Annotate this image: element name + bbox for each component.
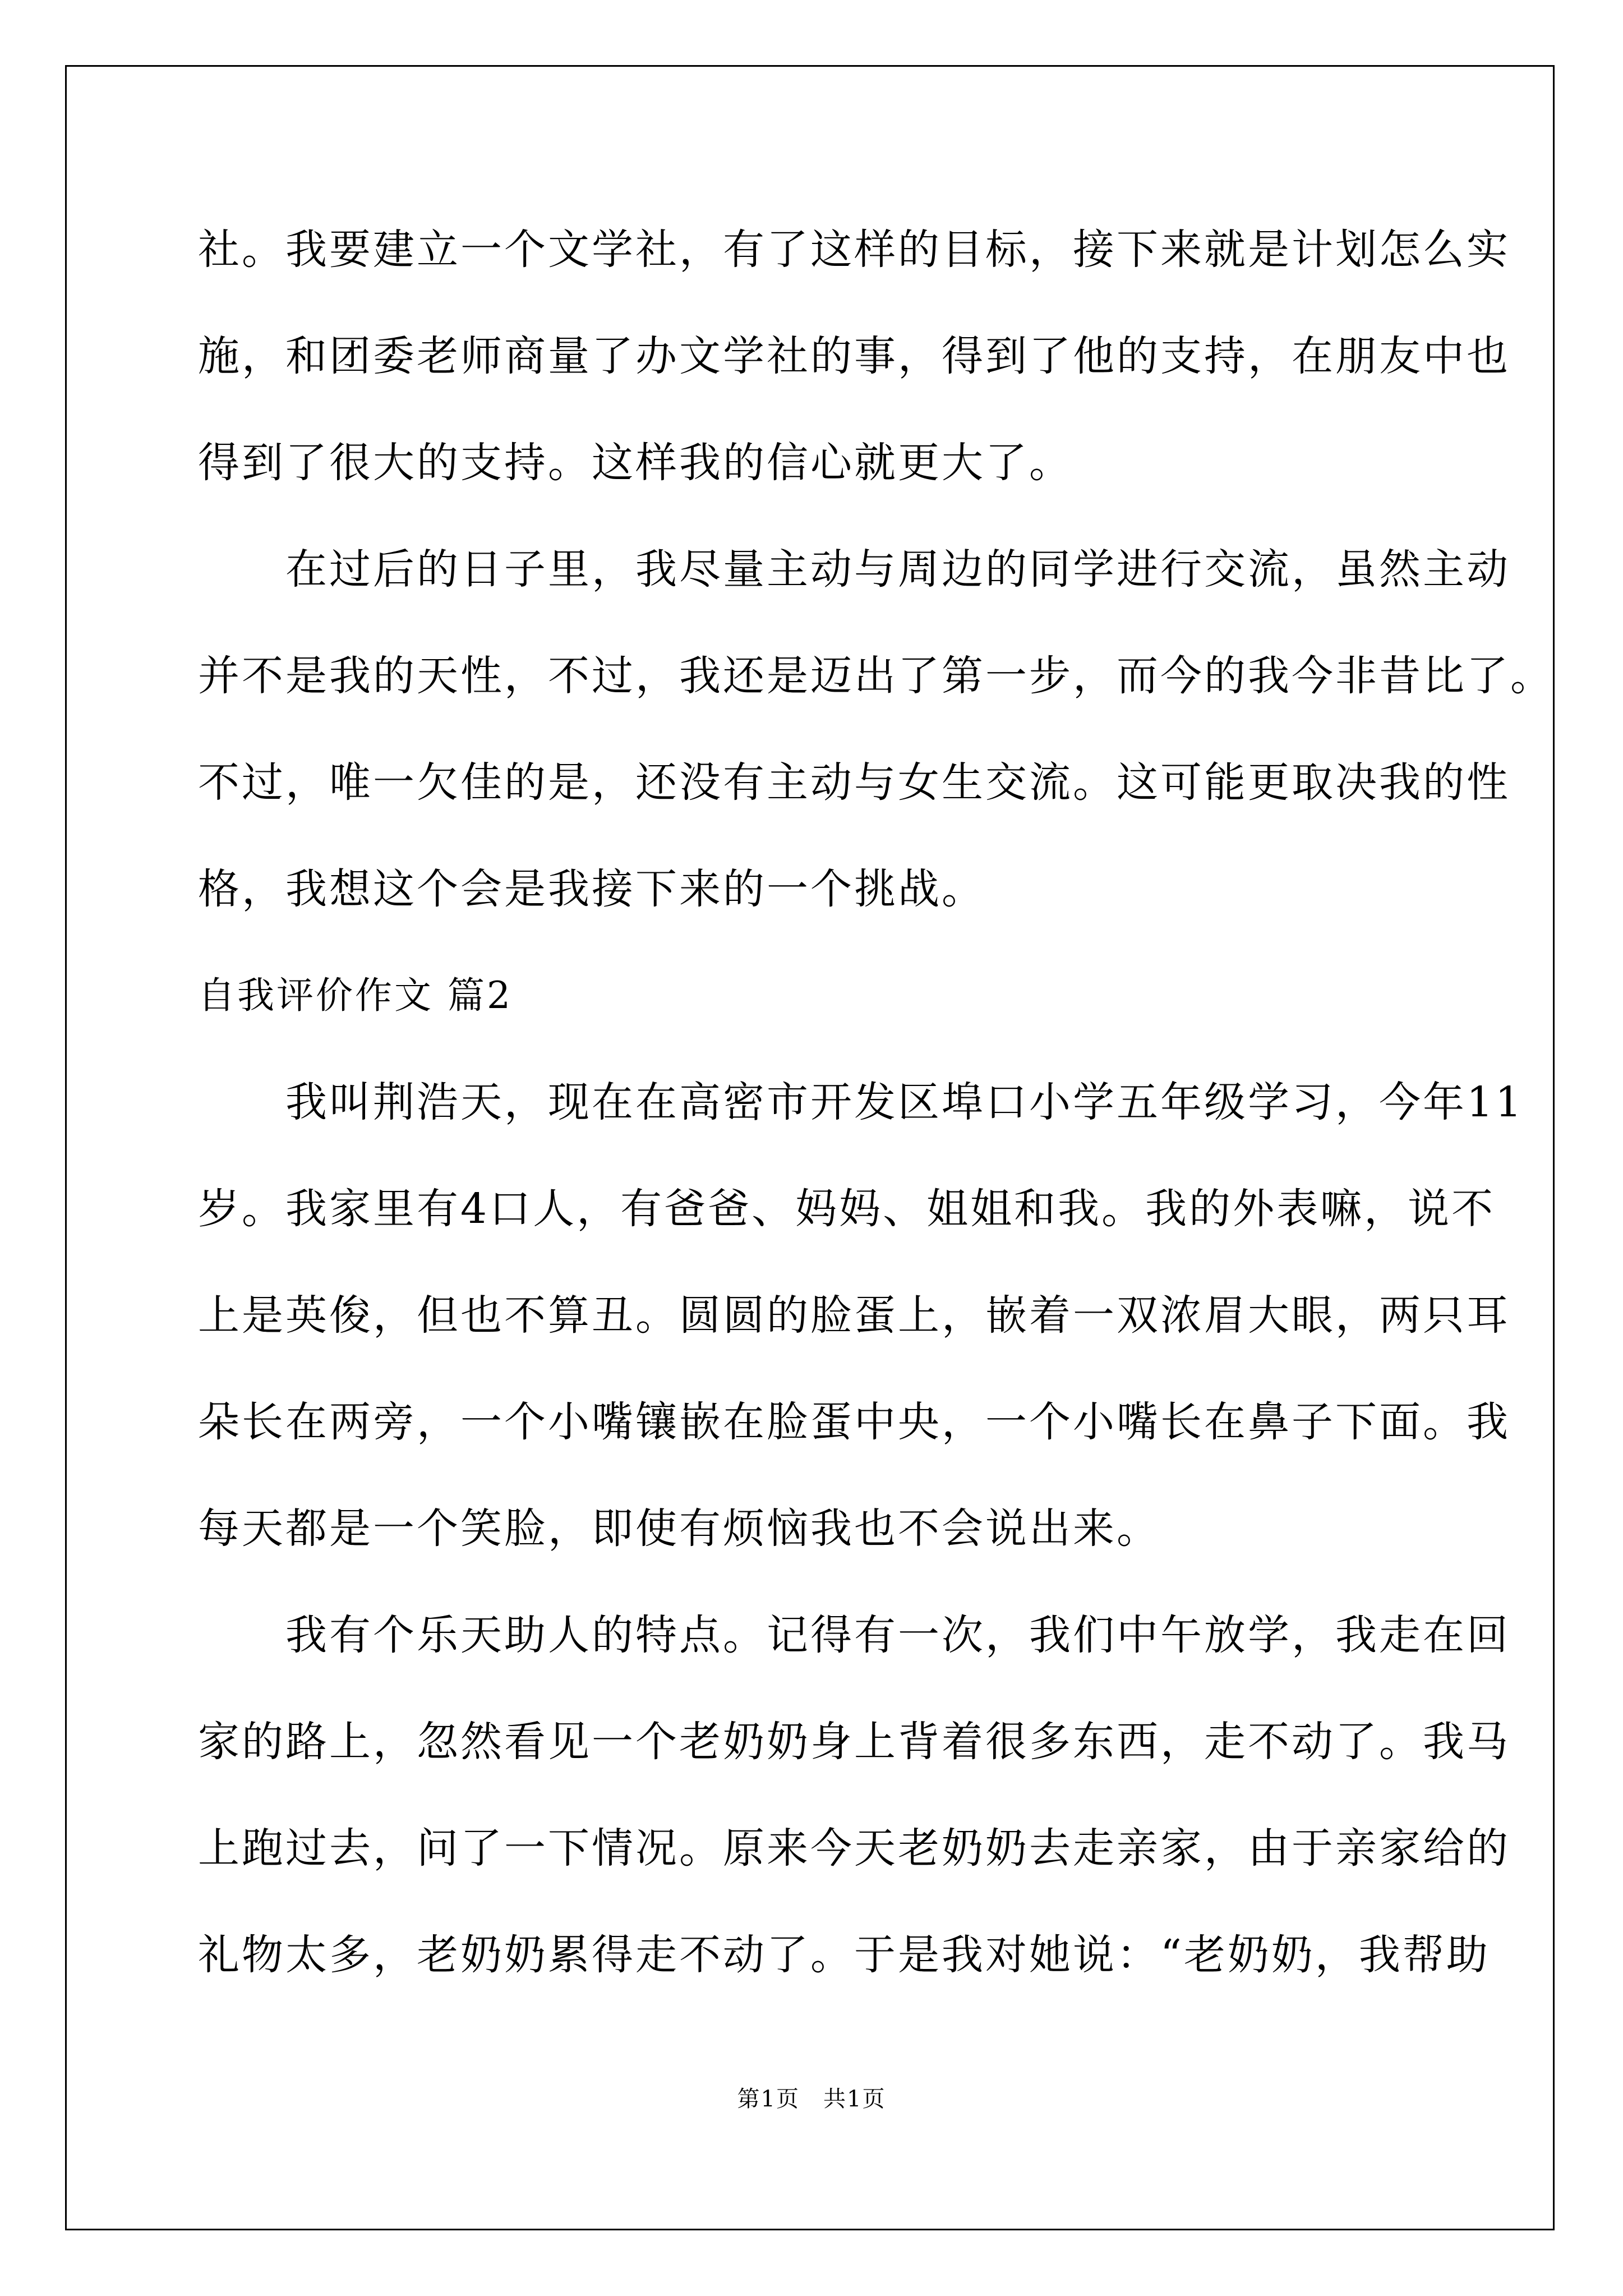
- text-line: 并不是我的天性，不过，我还是迈出了第一步，而今的我今非昔比了。: [198, 652, 1554, 700]
- page-footer: 第1页 共1页: [737, 2086, 886, 2112]
- text-line: 我有个乐天助人的特点。记得有一次，我们中午放学，我走在回: [198, 1611, 1510, 1659]
- text-line: 施，和团委老师商量了办文学社的事，得到了他的支持，在朋友中也: [198, 332, 1510, 380]
- text-line: 朵长在两旁，一个小嘴镶嵌在脸蛋中央，一个小嘴长在鼻子下面。我: [198, 1398, 1510, 1446]
- text-line: 得到了很大的支持。这样我的信心就更大了。: [198, 439, 1073, 487]
- text-line: 我叫荆浩天，现在在高密市开发区埠口小学五年级学习，今年11: [198, 1078, 1524, 1126]
- text-line: 礼物太多，老奶奶累得走不动了。于是我对她说：“老奶奶，我帮助: [198, 1931, 1490, 1979]
- text-line: 格，我想这个会是我接下来的一个挑战。: [198, 865, 985, 913]
- text-line: 在过后的日子里，我尽量主动与周边的同学进行交流，虽然主动: [198, 545, 1510, 593]
- text-line: 上是英俊，但也不算丑。圆圆的脸蛋上，嵌着一双浓眉大眼，两只耳: [198, 1291, 1510, 1340]
- text-line: 上跑过去，问了一下情况。原来今天老奶奶去走亲家，由于亲家给的: [198, 1824, 1510, 1872]
- text-line: 每天都是一个笑脸，即使有烦恼我也不会说出来。: [198, 1504, 1160, 1553]
- text-line: 社。我要建立一个文学社，有了这样的目标，接下来就是计划怎么实: [198, 226, 1510, 274]
- text-line: 家的路上，忽然看见一个老奶奶身上背着很多东西，走不动了。我马: [198, 1718, 1510, 1766]
- text-line: 岁。我家里有4口人，有爸爸、妈妈、姐姐和我。我的外表嘛，说不: [198, 1185, 1496, 1233]
- section-heading: 自我评价作文 篇2: [198, 974, 513, 1017]
- document-body: [198, 208, 1554, 2019]
- text-line: 不过，唯一欠佳的是，还没有主动与女生交流。这可能更取决我的性: [198, 758, 1510, 807]
